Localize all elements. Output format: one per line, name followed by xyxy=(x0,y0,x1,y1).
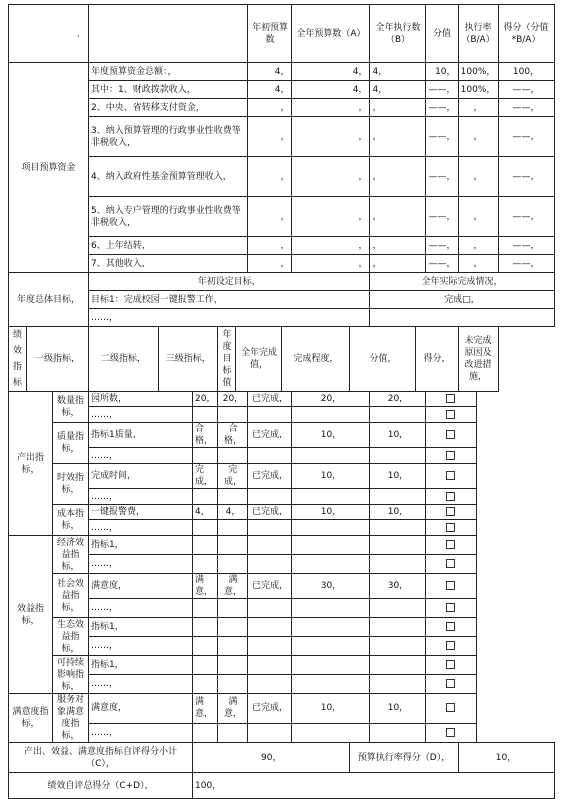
reason-cell[interactable] xyxy=(426,536,476,555)
actual-cell xyxy=(218,448,248,464)
goals-header-row xyxy=(9,273,555,291)
target-cell: 20， xyxy=(193,392,218,407)
degree-cell xyxy=(248,407,292,423)
l3-cell: ……， xyxy=(89,448,193,464)
l2-cell: 成本指标， xyxy=(53,505,89,536)
budget-executed: ， xyxy=(370,255,426,273)
actual-cell xyxy=(218,536,248,555)
goals-label: 年度总体目标， xyxy=(9,273,89,327)
got-cell: 10， xyxy=(370,423,426,448)
l2-cell: 生态效益指标， xyxy=(53,618,89,656)
reason-cell[interactable] xyxy=(426,520,476,536)
reason-cell[interactable] xyxy=(426,423,476,448)
budget-executed: 4， xyxy=(370,63,426,81)
perf-char-4: 标 xyxy=(12,378,22,388)
got-header: 得分， xyxy=(416,327,458,392)
budget-annual: ， xyxy=(248,117,292,157)
degree-cell xyxy=(248,618,292,637)
goal-more: ……， xyxy=(89,309,370,327)
indicator-row xyxy=(9,574,555,599)
target-cell xyxy=(193,520,218,536)
perf-char-3: 指 xyxy=(12,362,22,372)
budget-exec-rate: ， xyxy=(458,255,498,273)
budget-row-label: 7、其他收入， xyxy=(89,255,248,273)
score-cell xyxy=(292,723,370,742)
perf-char-2: 效 xyxy=(12,346,22,356)
got-cell xyxy=(370,489,426,505)
l3-cell: 满意度， xyxy=(89,574,193,599)
target-cell xyxy=(193,675,218,694)
actual-cell xyxy=(218,599,248,618)
reason-cell[interactable] xyxy=(426,599,476,618)
budget-score: ——， xyxy=(426,117,458,157)
budget-exec-rate: ， xyxy=(458,99,498,117)
year-executed-header: 全年执行数（B） xyxy=(370,5,426,63)
actual-cell xyxy=(218,407,248,423)
indicator-row xyxy=(9,723,555,742)
indicator-row xyxy=(9,536,555,555)
budget-year: ， xyxy=(292,237,370,255)
satisfaction-label: 满意度指标， xyxy=(9,694,53,743)
got-cell xyxy=(370,555,426,574)
budget-row xyxy=(9,255,555,273)
got-cell xyxy=(370,675,426,694)
got-cell xyxy=(370,637,426,656)
budget-score-calc: ——， xyxy=(498,157,554,197)
budget-row xyxy=(9,237,555,255)
l2-cell: 服务对象满意度指标， xyxy=(53,694,89,743)
degree-cell: 已完成， xyxy=(248,392,292,407)
indicator-row xyxy=(9,505,555,520)
budget-score-calc: ——， xyxy=(498,81,554,99)
goals-actual-header: 全年实际完成情况， xyxy=(370,273,554,291)
got-cell: 10， xyxy=(370,464,426,489)
score-cell: 10， xyxy=(292,423,370,448)
exec-rate-header: 执行率（B/A） xyxy=(458,5,498,63)
indicator-row xyxy=(9,489,555,505)
degree-cell: 已完成， xyxy=(248,505,292,520)
actual-cell: 合格， xyxy=(218,423,248,448)
score-cell xyxy=(292,520,370,536)
l2-cell: 可持续影响指标， xyxy=(53,656,89,694)
budget-score: ——， xyxy=(426,237,458,255)
performance-table xyxy=(8,4,555,799)
indicator-row xyxy=(9,407,555,423)
budget-score-calc: ——， xyxy=(498,237,554,255)
total-value: 100， xyxy=(193,773,555,799)
budget-year: ， xyxy=(292,197,370,237)
budget-row-label: 5、纳入专户管理的行政事业性收费等非税收入， xyxy=(89,197,248,237)
budget-exec-rate: ， xyxy=(458,117,498,157)
budget-row-label: 4、纳入政府性基金预算管理收入， xyxy=(89,157,248,197)
goals-set-header: 年初设定目标， xyxy=(89,273,370,291)
reason-cell[interactable] xyxy=(426,448,476,464)
checkbox[interactable] xyxy=(446,410,455,419)
l2-cell: 经济效益指标， xyxy=(53,536,89,574)
goal-more-status xyxy=(370,309,554,327)
actual-cell xyxy=(218,656,248,675)
got-cell xyxy=(370,536,426,555)
budget-score-calc: ——， xyxy=(498,99,554,117)
budget-score: ——， xyxy=(426,197,458,237)
checkbox[interactable] xyxy=(446,641,455,650)
score-calc-header: 得分（分值*B/A） xyxy=(498,5,554,63)
checkbox[interactable] xyxy=(446,471,455,480)
score-cell: 10， xyxy=(292,505,370,520)
budget-score-calc: ——， xyxy=(498,255,554,273)
budget-year: ， xyxy=(292,99,370,117)
l3-cell: ……， xyxy=(89,489,193,505)
budget-score: ——， xyxy=(426,157,458,197)
goal-1-status: 完成□， xyxy=(370,291,554,309)
actual-cell xyxy=(218,675,248,694)
target-cell xyxy=(193,656,218,675)
goal-row xyxy=(9,291,555,309)
header-blank: ， xyxy=(9,5,89,63)
indicator-row xyxy=(9,520,555,536)
budget-score: ——， xyxy=(426,255,458,273)
actual-cell: 完成， xyxy=(218,464,248,489)
score-cell xyxy=(292,555,370,574)
got-cell xyxy=(370,407,426,423)
actual-cell: 满意， xyxy=(218,694,248,724)
target-cell xyxy=(193,555,218,574)
got-cell xyxy=(370,520,426,536)
checkbox[interactable] xyxy=(446,430,455,439)
budget-score-calc: ——， xyxy=(498,117,554,157)
reason-cell[interactable] xyxy=(426,555,476,574)
degree-cell: 已完成， xyxy=(248,694,292,724)
degree-cell xyxy=(248,723,292,742)
perf-label xyxy=(9,327,27,392)
reason-cell[interactable] xyxy=(426,407,476,423)
degree-cell: 已完成， xyxy=(248,423,292,448)
budget-exec-rate: ， xyxy=(458,157,498,197)
l3-cell: 完成时间， xyxy=(89,464,193,489)
got-cell: 10， xyxy=(370,694,426,724)
indicator-row xyxy=(9,448,555,464)
target-cell xyxy=(193,723,218,742)
got-cell xyxy=(370,723,426,742)
benefit-label: 效益指标， xyxy=(9,536,53,694)
indicator-row xyxy=(9,637,555,656)
got-cell xyxy=(370,599,426,618)
actual-cell: 满意， xyxy=(218,574,248,599)
budget-executed: ， xyxy=(370,99,426,117)
goal-more-row xyxy=(9,309,555,327)
degree-cell xyxy=(248,599,292,618)
budget-row xyxy=(9,197,555,237)
budget-exec-rate: 100%， xyxy=(458,81,498,99)
reason-cell[interactable] xyxy=(426,574,476,599)
indicator-row xyxy=(9,464,555,489)
score-cell: 10， xyxy=(292,694,370,724)
year-budget-header: 全年预算数（A） xyxy=(292,5,370,63)
checkbox[interactable] xyxy=(446,603,455,612)
perf-char-1: 绩 xyxy=(12,330,22,340)
actual-cell xyxy=(218,637,248,656)
checkbox[interactable] xyxy=(446,507,455,516)
budget-year: ， xyxy=(292,255,370,273)
exec-score-value: 10， xyxy=(458,743,554,773)
target-cell: 4， xyxy=(193,505,218,520)
budget-annual: ， xyxy=(248,255,292,273)
subtotal-value: 90， xyxy=(193,743,350,773)
degree-header: 完成程度， xyxy=(282,327,350,392)
budget-annual: ， xyxy=(248,197,292,237)
l3-cell: 满意度， xyxy=(89,694,193,724)
target-header: 年度目标值 xyxy=(218,327,236,392)
indicator-row xyxy=(9,599,555,618)
score-cell xyxy=(292,489,370,505)
budget-row xyxy=(9,157,555,197)
reason-cell[interactable] xyxy=(426,618,476,637)
score-header: 分值 xyxy=(426,5,458,63)
exec-score-label: 预算执行率得分（D）， xyxy=(350,743,458,773)
reason-cell[interactable] xyxy=(426,464,476,489)
budget-executed: ， xyxy=(370,117,426,157)
checkbox[interactable] xyxy=(446,622,455,631)
l3-cell: 指标1质量， xyxy=(89,423,193,448)
l2-cell: 时效指标， xyxy=(53,464,89,505)
got-cell: 10， xyxy=(370,505,426,520)
degree-cell xyxy=(248,448,292,464)
budget-year: 4， xyxy=(292,63,370,81)
target-cell xyxy=(193,618,218,637)
budget-score: ——， xyxy=(426,99,458,117)
budget-annual: ， xyxy=(248,237,292,255)
target-cell xyxy=(193,536,218,555)
reason-cell[interactable] xyxy=(426,656,476,675)
degree-cell: 已完成， xyxy=(248,464,292,489)
score-cell: 30， xyxy=(292,574,370,599)
checkbox[interactable] xyxy=(446,559,455,568)
checkbox[interactable] xyxy=(446,451,455,460)
score-cell xyxy=(292,618,370,637)
score-cell xyxy=(292,536,370,555)
goal-1: 目标1：完成校园一键报警工作， xyxy=(89,291,370,309)
degree-cell xyxy=(248,489,292,505)
indicator-row xyxy=(9,694,555,724)
budget-row xyxy=(9,117,555,157)
header-blank-2 xyxy=(89,5,248,63)
l3-cell: 指标1， xyxy=(89,536,193,555)
budget-row-label: 2、中央、省转移支付资金， xyxy=(89,99,248,117)
reason-cell[interactable] xyxy=(426,505,476,520)
actual-cell: 4， xyxy=(218,505,248,520)
budget-annual: 4， xyxy=(248,81,292,99)
budget-score: 10， xyxy=(426,63,458,81)
got-cell xyxy=(370,618,426,637)
actual-cell: 20， xyxy=(218,392,248,407)
budget-exec-rate: ， xyxy=(458,197,498,237)
budget-executed: ， xyxy=(370,237,426,255)
indicator-row xyxy=(9,618,555,637)
indicator-header-row xyxy=(9,327,555,392)
score-cell: 10， xyxy=(292,464,370,489)
budget-year: ， xyxy=(292,117,370,157)
l3-cell: ……， xyxy=(89,723,193,742)
score-header-2: 分值， xyxy=(350,327,416,392)
score-cell xyxy=(292,407,370,423)
checkbox[interactable] xyxy=(446,728,455,737)
target-cell: 满意， xyxy=(193,574,218,599)
budget-annual: ， xyxy=(248,157,292,197)
target-cell: 满意， xyxy=(193,694,218,724)
got-cell xyxy=(370,448,426,464)
budget-executed: ， xyxy=(370,157,426,197)
got-cell: 30， xyxy=(370,574,426,599)
score-cell xyxy=(292,637,370,656)
degree-cell xyxy=(248,536,292,555)
l3-cell: 指标1， xyxy=(89,656,193,675)
budget-annual: 4， xyxy=(248,63,292,81)
budget-year: 4， xyxy=(292,81,370,99)
indicator-row xyxy=(9,392,555,407)
subtotal-label: 产出、效益、满意度指标自评得分小计（C）， xyxy=(9,743,193,773)
l3-cell: ……， xyxy=(89,407,193,423)
output-label: 产出指标， xyxy=(9,392,53,536)
degree-cell xyxy=(248,520,292,536)
checkbox[interactable] xyxy=(446,540,455,549)
budget-exec-rate: 100%， xyxy=(458,63,498,81)
l2-cell: 社会效益指标， xyxy=(53,574,89,618)
budget-score-calc: 100， xyxy=(498,63,554,81)
total-row xyxy=(9,773,555,799)
subtotal-row xyxy=(9,743,555,773)
checkbox[interactable] xyxy=(446,492,455,501)
reason-cell[interactable] xyxy=(426,637,476,656)
l3-cell: 园所数， xyxy=(89,392,193,407)
budget-row xyxy=(9,81,555,99)
score-cell xyxy=(292,675,370,694)
budget-row-label: 6、上年结转， xyxy=(89,237,248,255)
actual-cell xyxy=(218,618,248,637)
indicator-row xyxy=(9,675,555,694)
budget-annual: ， xyxy=(248,99,292,117)
score-cell xyxy=(292,656,370,675)
got-cell xyxy=(370,656,426,675)
budget-row-label: 3、纳入预算管理的行政事业性收费等非税收入， xyxy=(89,117,248,157)
l3-cell: 一键报警费， xyxy=(89,505,193,520)
checkbox[interactable] xyxy=(446,660,455,669)
budget-row xyxy=(9,63,555,81)
degree-cell: 已完成， xyxy=(248,574,292,599)
reason-cell[interactable] xyxy=(426,694,476,724)
actual-cell xyxy=(218,723,248,742)
l2-cell: 质量指标， xyxy=(53,423,89,464)
l2-cell: 数量指标， xyxy=(53,392,89,423)
budget-score-calc: ——， xyxy=(498,197,554,237)
checkbox[interactable] xyxy=(446,703,455,712)
actual-header: 全年完成值， xyxy=(236,327,282,392)
l3-cell: ……， xyxy=(89,637,193,656)
score-cell: 20， xyxy=(292,392,370,407)
actual-cell xyxy=(218,555,248,574)
budget-executed: ， xyxy=(370,197,426,237)
target-cell xyxy=(193,489,218,505)
actual-cell xyxy=(218,520,248,536)
degree-cell xyxy=(248,555,292,574)
annual-budget-header: 年初预算数 xyxy=(248,5,292,63)
degree-cell xyxy=(248,675,292,694)
checkbox[interactable] xyxy=(446,394,455,403)
budget-row xyxy=(9,99,555,117)
degree-cell xyxy=(248,656,292,675)
total-label: 绩效自评总得分（C+D）， xyxy=(9,773,193,799)
budget-header-row xyxy=(9,5,555,63)
checkbox[interactable] xyxy=(446,581,455,590)
l3-header: 三级指标， xyxy=(159,327,218,392)
reason-cell[interactable] xyxy=(426,675,476,694)
budget-section-label: 项目预算资金 xyxy=(9,63,89,273)
degree-cell xyxy=(248,637,292,656)
l3-cell: ……， xyxy=(89,599,193,618)
budget-row-label: 年度预算资金总额：， xyxy=(89,63,248,81)
reason-cell[interactable] xyxy=(426,489,476,505)
budget-exec-rate: ， xyxy=(458,237,498,255)
target-cell: 完成， xyxy=(193,464,218,489)
actual-cell xyxy=(218,489,248,505)
reason-header: 未完成原因及改进措施， xyxy=(458,327,498,392)
target-cell xyxy=(193,407,218,423)
target-cell xyxy=(193,599,218,618)
l1-header: 一级指标， xyxy=(27,327,89,392)
reason-cell[interactable] xyxy=(426,392,476,407)
l3-cell: ……， xyxy=(89,555,193,574)
l3-cell: ……， xyxy=(89,675,193,694)
indicator-row xyxy=(9,656,555,675)
got-cell: 20， xyxy=(370,392,426,407)
target-cell: 合格， xyxy=(193,423,218,448)
budget-executed: 4， xyxy=(370,81,426,99)
l3-cell: 指标1， xyxy=(89,618,193,637)
l3-cell: ……， xyxy=(89,520,193,536)
indicator-row xyxy=(9,555,555,574)
budget-year: ， xyxy=(292,157,370,197)
score-cell xyxy=(292,448,370,464)
score-cell xyxy=(292,599,370,618)
target-cell xyxy=(193,637,218,656)
checkbox[interactable] xyxy=(446,679,455,688)
l2-header: 二级指标， xyxy=(89,327,159,392)
reason-cell[interactable] xyxy=(426,723,476,742)
checkbox[interactable] xyxy=(446,523,455,532)
budget-row-label: 其中：1、财政拨款收入， xyxy=(89,81,248,99)
budget-score: ——， xyxy=(426,81,458,99)
target-cell xyxy=(193,448,218,464)
indicator-row xyxy=(9,423,555,448)
